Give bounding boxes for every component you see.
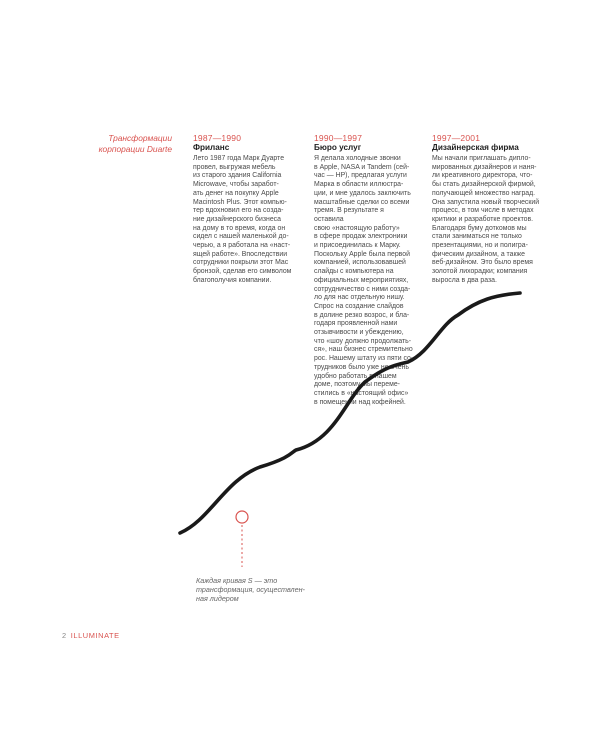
column-heading: Бюро услуг: [314, 143, 362, 152]
column-years: 1987—1990: [193, 133, 242, 143]
column-body: Я делала холодные звонки в Apple, NASA и Tandem (сей- час — HP), предлагая услуги Марка в области иллюстра- ции, и мне удалось заключить масштабные сделки со всеми тремя. В результате я оставила свою «настоящую работу» в сфере продаж электроники и присоединилась к Марку. Поскольку Apple была первой компанией, использовавшей слайды с компьютера на официальных мероприятиях, сотрудничество с ними созда- ло для нас отдельную нишу. Спрос на создание слайдов в долине резко возрос, и бла- годаря проявленной нами отзывчивости и убеждению, что «шоу должно продолжать- ся», наш бизнес стремительно рос. Нашему штату из пяти со- трудников было уже не очень удобно работать в нашем доме, поэтому мы переме- стились в «настоящий офис» в помещении над кофейней.: [314, 155, 414, 406]
column-years: 1997—2001: [432, 133, 481, 143]
page-footer: [62, 631, 120, 640]
column-heading: Фриланс: [193, 143, 230, 152]
column-years: 1990—1997: [314, 133, 363, 143]
curve-caption: Каждая кривая S — это трансформация, осуществлен- ная лидером: [196, 576, 305, 603]
highlight-circle: [236, 511, 248, 523]
column-heading: Дизайнерская фирма: [432, 143, 519, 152]
column-body: Лето 1987 года Марк Дуарте провел, выгружая мебель из старого здания California Microwave, чтобы заработ- ать денег на покупку Apple Macintosh Plus. Этот компью- тер вдохновил его на созда- ние дизайнерского бизнеса на дому в то время, когда он сидел с нашей маленькой до- черью, а я работала на «наст- ящей работе». Впоследствии сотрудники покрыли этот Mac бронзой, сделав его символом благополучия компании.: [193, 155, 292, 284]
column-body: Мы начали приглашать дипло- мированных дизайнеров и наня- ли креативного директора, что- бы стать дизайнерской фирмой, получающей множество наград. Она запустила новый творческий процесс, в том числе в методах критики и разработке проектов. Благодаря буму доткомов мы стали заниматься не только презентациями, но и полигра- фическим дизайном, а также веб-дизайном. Это было время золотой лихорадки; компания выросла в два раза.: [432, 155, 540, 284]
book-title: ILLUMINATE: [70, 631, 120, 640]
page-number: 2: [62, 631, 67, 640]
section-title: Трансформации корпорации Duarte: [98, 133, 172, 154]
s-curve-path: [180, 293, 520, 533]
